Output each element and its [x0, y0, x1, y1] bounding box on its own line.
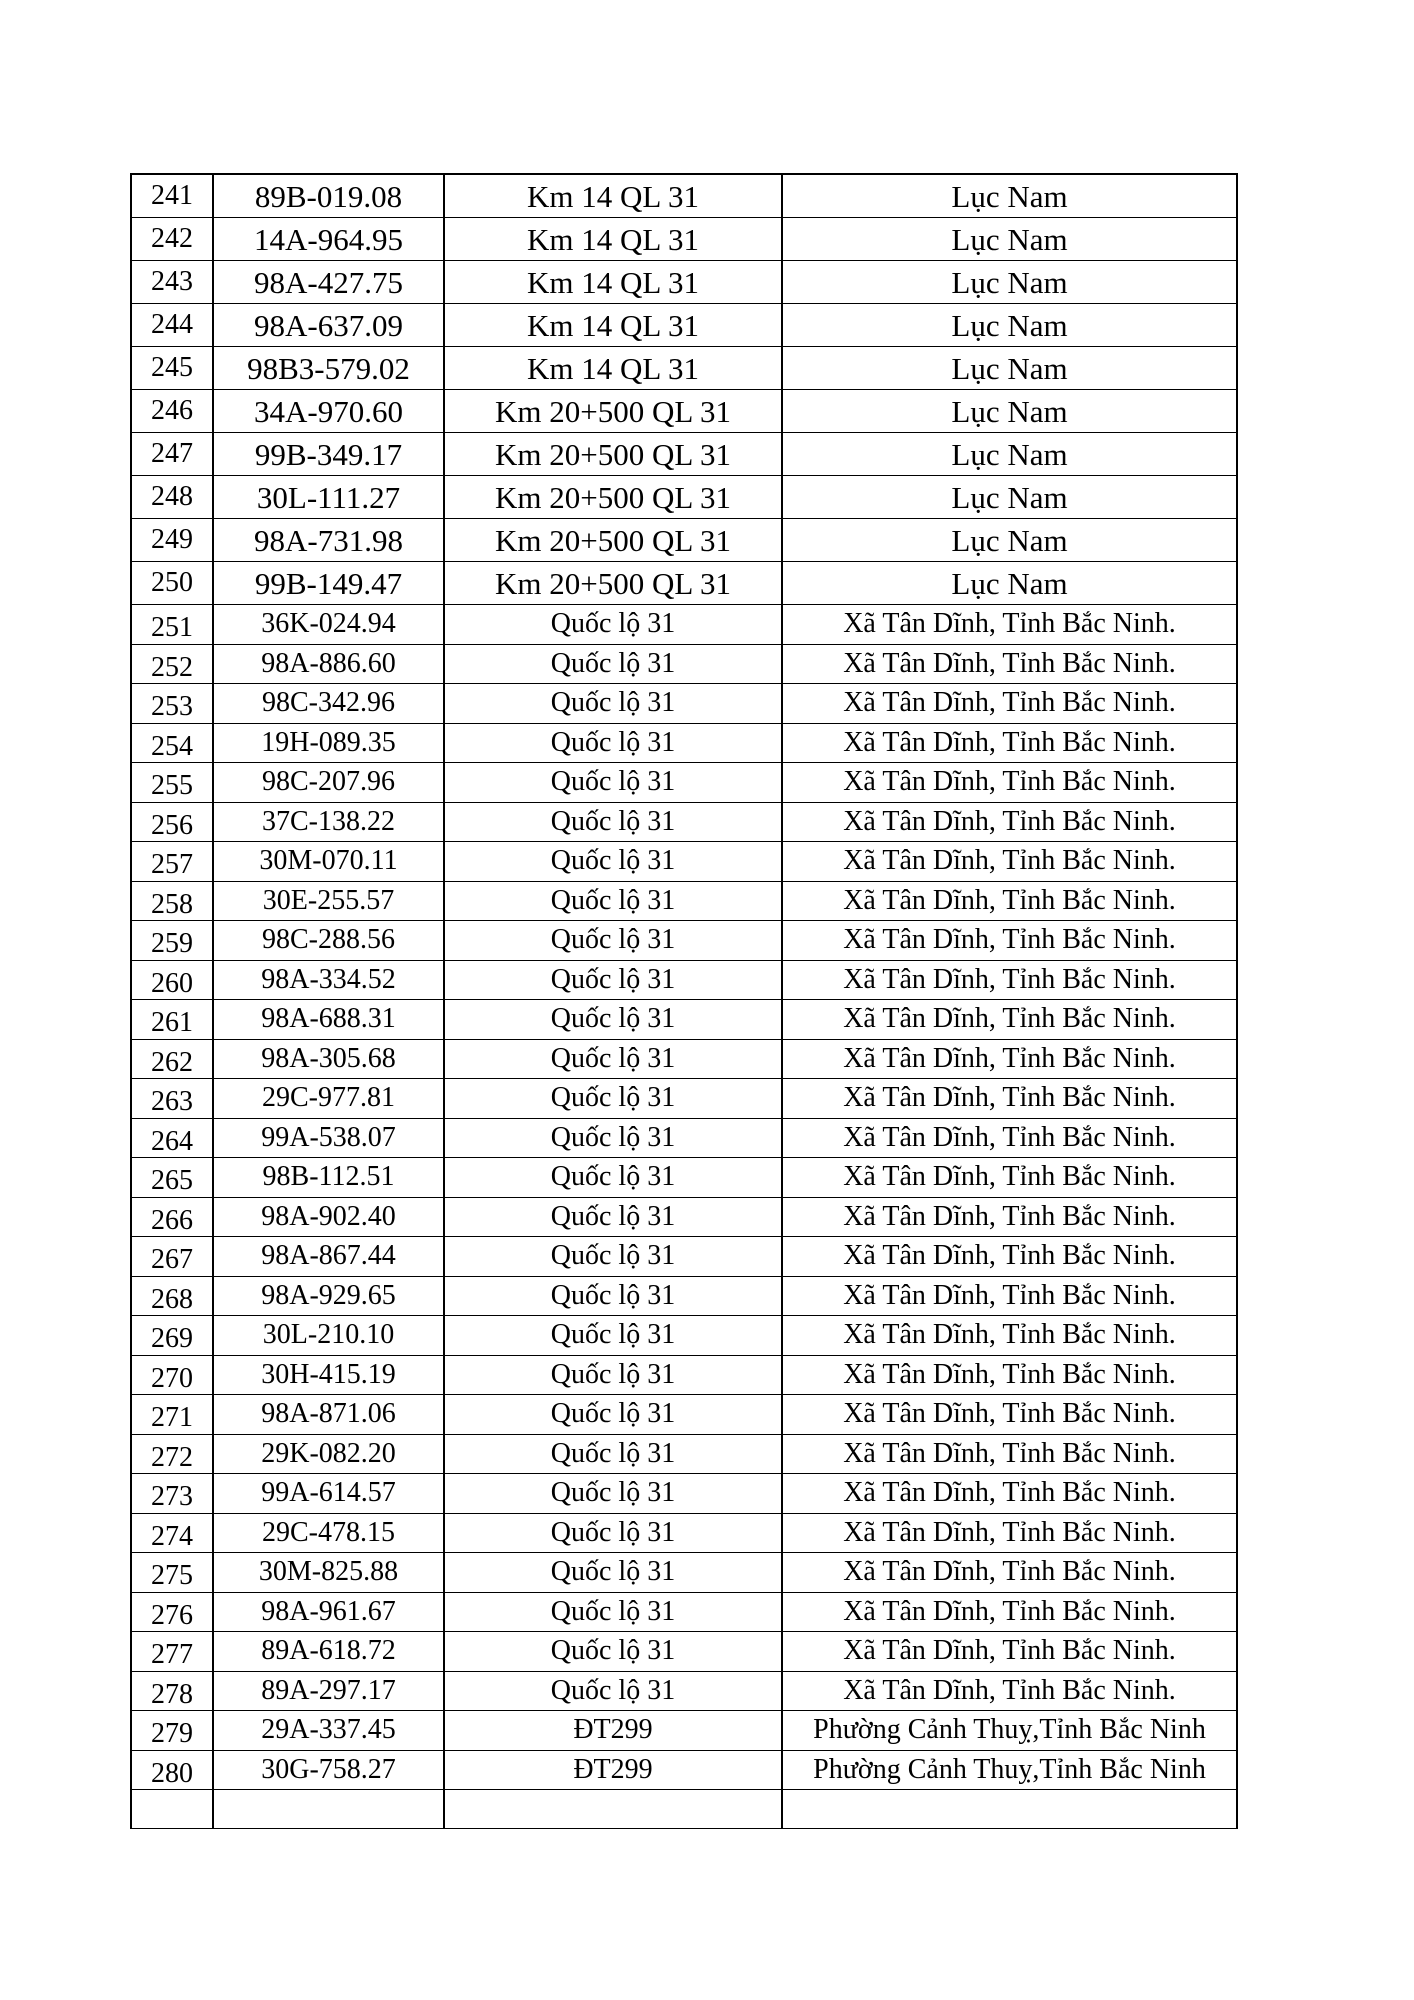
plate-cell: 99A-614.57 [214, 1474, 445, 1513]
road-cell: Quốc lộ 31 [445, 1356, 783, 1395]
road-cell: Quốc lộ 31 [445, 803, 783, 842]
location-cell: Xã Tân Dĩnh, Tỉnh Bắc Ninh. [783, 1316, 1238, 1355]
row-number-cell: 241 [132, 175, 214, 217]
table-row [132, 1593, 1238, 1633]
road-cell: Quốc lộ 31 [445, 1553, 783, 1592]
location-cell: Xã Tân Dĩnh, Tỉnh Bắc Ninh. [783, 1000, 1238, 1039]
plate-cell: 37C-138.22 [214, 803, 445, 842]
row-number-cell: 271 [132, 1395, 214, 1434]
row-number-cell: 245 [132, 347, 214, 389]
road-cell: Quốc lộ 31 [445, 1277, 783, 1316]
road-cell: Km 20+500 QL 31 [445, 562, 783, 604]
road-cell [445, 1790, 783, 1828]
row-number-cell: 246 [132, 390, 214, 432]
road-cell: Quốc lộ 31 [445, 1158, 783, 1197]
row-number-cell: 270 [132, 1356, 214, 1395]
location-cell: Xã Tân Dĩnh, Tỉnh Bắc Ninh. [783, 1435, 1238, 1474]
plate-cell: 89A-297.17 [214, 1672, 445, 1711]
table-row [132, 882, 1238, 922]
road-cell: Quốc lộ 31 [445, 1435, 783, 1474]
table-row [132, 1158, 1238, 1198]
plate-cell: 36K-024.94 [214, 605, 445, 644]
plate-cell: 29C-478.15 [214, 1514, 445, 1553]
plate-cell: 19H-089.35 [214, 724, 445, 763]
road-cell: Km 14 QL 31 [445, 218, 783, 260]
plate-cell: 98A-427.75 [214, 261, 445, 303]
row-number-cell: 278 [132, 1672, 214, 1711]
plate-cell: 30L-210.10 [214, 1316, 445, 1355]
table-row [132, 1435, 1238, 1475]
road-cell: Quốc lộ 31 [445, 645, 783, 684]
plate-cell: 98A-929.65 [214, 1277, 445, 1316]
road-cell: Quốc lộ 31 [445, 763, 783, 802]
row-number-cell: 279 [132, 1711, 214, 1750]
location-cell: Xã Tân Dĩnh, Tỉnh Bắc Ninh. [783, 882, 1238, 921]
road-cell: ĐT299 [445, 1711, 783, 1750]
plate-cell: 29C-977.81 [214, 1079, 445, 1118]
location-cell: Xã Tân Dĩnh, Tỉnh Bắc Ninh. [783, 724, 1238, 763]
row-number-cell: 273 [132, 1474, 214, 1513]
table-row [132, 763, 1238, 803]
row-number-cell: 267 [132, 1237, 214, 1276]
plate-cell: 89B-019.08 [214, 175, 445, 217]
row-number-cell: 266 [132, 1198, 214, 1237]
table-row [132, 645, 1238, 685]
row-number-cell: 253 [132, 684, 214, 723]
row-number-cell: 272 [132, 1435, 214, 1474]
location-cell: Xã Tân Dĩnh, Tỉnh Bắc Ninh. [783, 1158, 1238, 1197]
violations-table [130, 173, 1238, 1829]
road-cell: Quốc lộ 31 [445, 1000, 783, 1039]
road-cell: Km 20+500 QL 31 [445, 390, 783, 432]
road-cell: Quốc lộ 31 [445, 1198, 783, 1237]
table-row [132, 1711, 1238, 1751]
row-number-cell: 265 [132, 1158, 214, 1197]
plate-cell: 98A-902.40 [214, 1198, 445, 1237]
row-number-cell: 261 [132, 1000, 214, 1039]
table-row [132, 1000, 1238, 1040]
plate-cell: 30H-415.19 [214, 1356, 445, 1395]
location-cell: Xã Tân Dĩnh, Tỉnh Bắc Ninh. [783, 842, 1238, 881]
row-number-cell: 259 [132, 921, 214, 960]
location-cell: Xã Tân Dĩnh, Tỉnh Bắc Ninh. [783, 1514, 1238, 1553]
row-number-cell: 250 [132, 562, 214, 604]
location-cell: Lục Nam [783, 218, 1238, 260]
row-number-cell: 262 [132, 1040, 214, 1079]
location-cell: Xã Tân Dĩnh, Tỉnh Bắc Ninh. [783, 1040, 1238, 1079]
location-cell: Lục Nam [783, 261, 1238, 303]
road-cell: Km 14 QL 31 [445, 347, 783, 389]
road-cell: Quốc lộ 31 [445, 1040, 783, 1079]
table-row [132, 1356, 1238, 1396]
table-row [132, 1632, 1238, 1672]
road-cell: Km 20+500 QL 31 [445, 433, 783, 475]
road-cell: Quốc lộ 31 [445, 961, 783, 1000]
table-row [132, 562, 1238, 605]
road-cell: Quốc lộ 31 [445, 1514, 783, 1553]
row-number-cell: 276 [132, 1593, 214, 1632]
plate-cell: 89A-618.72 [214, 1632, 445, 1671]
plate-cell: 98A-871.06 [214, 1395, 445, 1434]
table-row [132, 1395, 1238, 1435]
road-cell: Quốc lộ 31 [445, 882, 783, 921]
row-number-cell: 275 [132, 1553, 214, 1592]
table-row [132, 218, 1238, 261]
table-row [132, 1316, 1238, 1356]
plate-cell: 34A-970.60 [214, 390, 445, 432]
plate-cell: 98C-342.96 [214, 684, 445, 723]
row-number-cell: 268 [132, 1277, 214, 1316]
plate-cell: 98C-288.56 [214, 921, 445, 960]
table-row [132, 1079, 1238, 1119]
road-cell: Quốc lộ 31 [445, 1119, 783, 1158]
table-row [132, 921, 1238, 961]
table-row [132, 347, 1238, 390]
location-cell: Xã Tân Dĩnh, Tỉnh Bắc Ninh. [783, 921, 1238, 960]
table-row [132, 1553, 1238, 1593]
row-number-cell: 244 [132, 304, 214, 346]
table-row [132, 1474, 1238, 1514]
plate-cell: 98A-688.31 [214, 1000, 445, 1039]
location-cell: Xã Tân Dĩnh, Tỉnh Bắc Ninh. [783, 763, 1238, 802]
location-cell: Lục Nam [783, 562, 1238, 604]
table-row [132, 724, 1238, 764]
row-number-cell: 264 [132, 1119, 214, 1158]
row-number-cell: 252 [132, 645, 214, 684]
road-cell: Quốc lộ 31 [445, 1632, 783, 1671]
location-cell: Xã Tân Dĩnh, Tỉnh Bắc Ninh. [783, 1356, 1238, 1395]
table-row [132, 519, 1238, 562]
location-cell: Lục Nam [783, 175, 1238, 217]
location-cell: Xã Tân Dĩnh, Tỉnh Bắc Ninh. [783, 1119, 1238, 1158]
table-row [132, 1237, 1238, 1277]
location-cell [783, 1790, 1238, 1828]
row-number-cell: 277 [132, 1632, 214, 1671]
row-number-cell: 258 [132, 882, 214, 921]
row-number-cell: 260 [132, 961, 214, 1000]
table-row [132, 476, 1238, 519]
plate-cell: 29K-082.20 [214, 1435, 445, 1474]
row-number-cell: 251 [132, 605, 214, 644]
table-row [132, 175, 1238, 218]
road-cell: Km 14 QL 31 [445, 261, 783, 303]
row-number-cell: 256 [132, 803, 214, 842]
row-number-cell: 255 [132, 763, 214, 802]
row-number-cell: 254 [132, 724, 214, 763]
plate-cell: 29A-337.45 [214, 1711, 445, 1750]
location-cell: Xã Tân Dĩnh, Tỉnh Bắc Ninh. [783, 684, 1238, 723]
table-row [132, 304, 1238, 347]
location-cell: Xã Tân Dĩnh, Tỉnh Bắc Ninh. [783, 1553, 1238, 1592]
plate-cell: 98A-886.60 [214, 645, 445, 684]
location-cell: Xã Tân Dĩnh, Tỉnh Bắc Ninh. [783, 1474, 1238, 1513]
row-number-cell: 247 [132, 433, 214, 475]
location-cell: Xã Tân Dĩnh, Tỉnh Bắc Ninh. [783, 1277, 1238, 1316]
table-row [132, 605, 1238, 645]
location-cell: Xã Tân Dĩnh, Tỉnh Bắc Ninh. [783, 1079, 1238, 1118]
plate-cell: 30M-825.88 [214, 1553, 445, 1592]
road-cell: Quốc lộ 31 [445, 1395, 783, 1434]
location-cell: Xã Tân Dĩnh, Tỉnh Bắc Ninh. [783, 1632, 1238, 1671]
plate-cell: 98B3-579.02 [214, 347, 445, 389]
table-row [132, 1672, 1238, 1712]
plate-cell: 98A-731.98 [214, 519, 445, 561]
road-cell: Quốc lộ 31 [445, 1672, 783, 1711]
table-row [132, 390, 1238, 433]
location-cell: Lục Nam [783, 519, 1238, 561]
table-row [132, 1751, 1238, 1791]
location-cell: Xã Tân Dĩnh, Tỉnh Bắc Ninh. [783, 961, 1238, 1000]
table-row [132, 261, 1238, 304]
row-number-cell: 243 [132, 261, 214, 303]
plate-cell: 98A-961.67 [214, 1593, 445, 1632]
plate-cell: 98B-112.51 [214, 1158, 445, 1197]
road-cell: Quốc lộ 31 [445, 1079, 783, 1118]
location-cell: Xã Tân Dĩnh, Tỉnh Bắc Ninh. [783, 645, 1238, 684]
road-cell: Km 14 QL 31 [445, 175, 783, 217]
plate-cell: 30M-070.11 [214, 842, 445, 881]
plate-cell [214, 1790, 445, 1828]
row-number-cell: 280 [132, 1751, 214, 1790]
table-row [132, 684, 1238, 724]
plate-cell: 14A-964.95 [214, 218, 445, 260]
table-row [132, 961, 1238, 1001]
location-cell: Xã Tân Dĩnh, Tỉnh Bắc Ninh. [783, 1198, 1238, 1237]
road-cell: Km 14 QL 31 [445, 304, 783, 346]
plate-cell: 99B-349.17 [214, 433, 445, 475]
road-cell: Quốc lộ 31 [445, 842, 783, 881]
road-cell: Quốc lộ 31 [445, 921, 783, 960]
plate-cell: 98A-334.52 [214, 961, 445, 1000]
road-cell: Quốc lộ 31 [445, 1593, 783, 1632]
location-cell: Lục Nam [783, 304, 1238, 346]
row-number-cell: 248 [132, 476, 214, 518]
location-cell: Phường Cảnh Thuỵ,Tỉnh Bắc Ninh [783, 1751, 1238, 1790]
row-number-cell: 269 [132, 1316, 214, 1355]
location-cell: Xã Tân Dĩnh, Tỉnh Bắc Ninh. [783, 1672, 1238, 1711]
table-row [132, 1040, 1238, 1080]
location-cell: Lục Nam [783, 390, 1238, 432]
location-cell: Xã Tân Dĩnh, Tỉnh Bắc Ninh. [783, 1395, 1238, 1434]
road-cell: ĐT299 [445, 1751, 783, 1790]
table-row [132, 1277, 1238, 1317]
row-number-cell: 242 [132, 218, 214, 260]
road-cell: Km 20+500 QL 31 [445, 476, 783, 518]
plate-cell: 99B-149.47 [214, 562, 445, 604]
road-cell: Km 20+500 QL 31 [445, 519, 783, 561]
location-cell: Xã Tân Dĩnh, Tỉnh Bắc Ninh. [783, 1237, 1238, 1276]
road-cell: Quốc lộ 31 [445, 724, 783, 763]
road-cell: Quốc lộ 31 [445, 605, 783, 644]
location-cell: Lục Nam [783, 476, 1238, 518]
row-number-cell: 274 [132, 1514, 214, 1553]
plate-cell: 98A-867.44 [214, 1237, 445, 1276]
location-cell: Xã Tân Dĩnh, Tỉnh Bắc Ninh. [783, 605, 1238, 644]
row-number-cell: 249 [132, 519, 214, 561]
plate-cell: 30E-255.57 [214, 882, 445, 921]
plate-cell: 98A-637.09 [214, 304, 445, 346]
table-row [132, 842, 1238, 882]
table-row [132, 803, 1238, 843]
location-cell: Phường Cảnh Thuỵ,Tỉnh Bắc Ninh [783, 1711, 1238, 1750]
location-cell: Xã Tân Dĩnh, Tỉnh Bắc Ninh. [783, 1593, 1238, 1632]
road-cell: Quốc lộ 31 [445, 1316, 783, 1355]
road-cell: Quốc lộ 31 [445, 1474, 783, 1513]
plate-cell: 98A-305.68 [214, 1040, 445, 1079]
table-row [132, 433, 1238, 476]
location-cell: Lục Nam [783, 347, 1238, 389]
table-row [132, 1790, 1238, 1829]
row-number-cell [132, 1790, 214, 1828]
table-row [132, 1198, 1238, 1238]
road-cell: Quốc lộ 31 [445, 684, 783, 723]
plate-cell: 98C-207.96 [214, 763, 445, 802]
row-number-cell: 257 [132, 842, 214, 881]
plate-cell: 99A-538.07 [214, 1119, 445, 1158]
table-row [132, 1119, 1238, 1159]
table-row [132, 1514, 1238, 1554]
location-cell: Xã Tân Dĩnh, Tỉnh Bắc Ninh. [783, 803, 1238, 842]
road-cell: Quốc lộ 31 [445, 1237, 783, 1276]
plate-cell: 30G-758.27 [214, 1751, 445, 1790]
plate-cell: 30L-111.27 [214, 476, 445, 518]
row-number-cell: 263 [132, 1079, 214, 1118]
location-cell: Lục Nam [783, 433, 1238, 475]
